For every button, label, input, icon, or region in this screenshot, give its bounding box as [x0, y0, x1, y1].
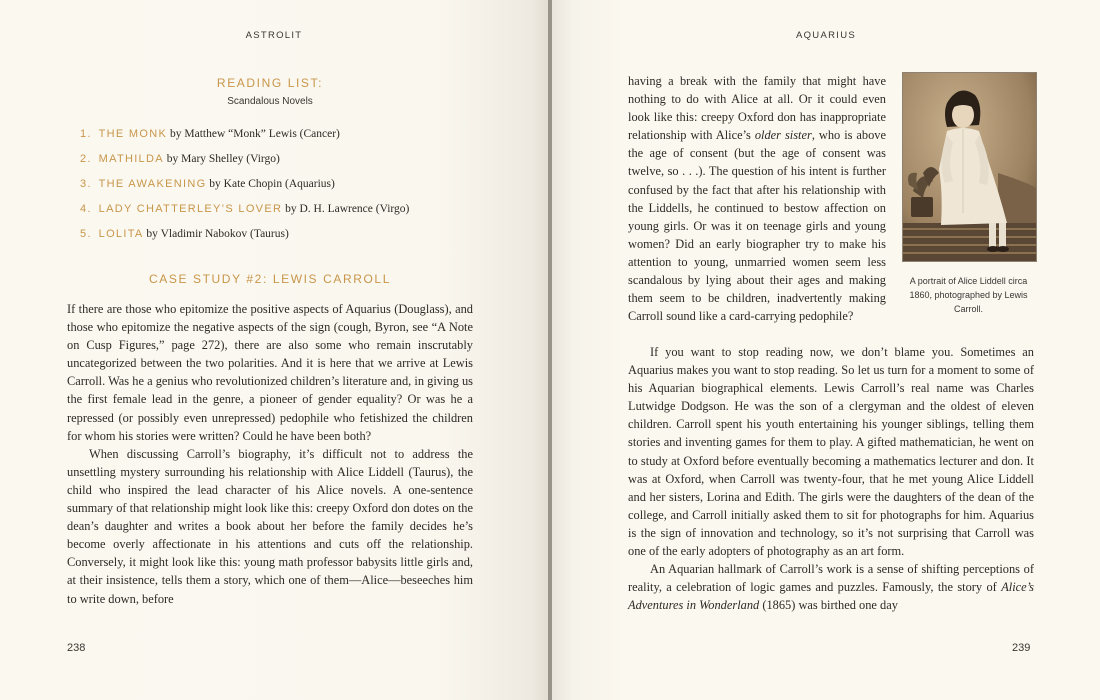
book-byline: by Kate Chopin (Aquarius) — [209, 178, 335, 190]
reading-list-item — [80, 178, 409, 203]
reading-list-item — [80, 128, 409, 153]
right-body-text-top — [628, 72, 886, 325]
text-run: having a break with the family that might have nothing to do with Alice at all. Or it could even look like this: creepy Oxford don has inappropriate relationship with Alice’s — [628, 74, 886, 143]
left-page — [0, 0, 548, 700]
item-number: 4. — [80, 203, 92, 215]
item-number: 3. — [80, 178, 92, 190]
alice-liddell-photo — [902, 72, 1037, 262]
item-number: 2. — [80, 153, 92, 165]
paragraph: When discussing Carroll’s biography, it’s difficult not to address the unsettling mystery surrounding his relationship with Alice Liddell (Taurus), the child who inspired the lead character of his Alice novels. A one-sentence summary of that relationship might look like this: creepy Oxford don dotes on the dean’s daughter and writes a book about her before the family decides he’s become overly affectionate in his attentions and cuts off the relationship. Conversely, it might look like this: young math professor babysits little girls and, at their insistence, tells them a story, which one of them—Alice—beseeches him to write down, before — [67, 446, 473, 606]
portrait-photo-image — [903, 73, 1036, 261]
book-byline: by D. H. Lawrence (Virgo) — [285, 203, 410, 215]
text-run: (1865) was birthed one day — [759, 598, 898, 613]
text-run: , who is above the age of consent (but the age of consent was twelve, so . . .). The question of his intent is further confused by the fact that after his relationship with the Liddells, he continued to bestow affection on young girls. Or was it on teenage girls and young women? Did an early biographer try to make his attention to young, unmarried women seem less scandalous by lying about their ages and making them seem to be children, inadvertently making Carroll sound like a card-carrying pedophile? — [628, 128, 887, 324]
right-body-text-bottom — [628, 343, 1034, 614]
reading-list-item — [80, 203, 409, 228]
book-byline: by Mary Shelley (Virgo) — [166, 153, 280, 165]
photo-caption: A portrait of Alice Liddell circa 1860, photographed by Lewis Carroll. — [909, 276, 1028, 314]
reading-list — [80, 128, 409, 253]
paragraph — [628, 560, 1034, 614]
reading-list-item — [80, 153, 409, 178]
item-number: 5. — [80, 228, 92, 240]
page-number-left: 238 — [67, 642, 86, 654]
right-page — [552, 0, 1100, 700]
paragraph: If you want to stop reading now, we don’t blame you. Sometimes an Aquarius makes you want to stop reading. So let us turn for a moment to some of his Aquarian biographical elements. Lewis Carroll’s real name was Charles Lutwidge Dodgson. He was the son of a clergyman and the oldest of eleven children. Carroll spent his youth entertaining his younger siblings, telling them stories and inventing games for them to play. A gifted mathematician, he went on to study at Oxford before eventually becoming a mathematics lecturer and don. It was at Oxford, when Carroll was twenty-four, that he met young Alice Liddell and her sisters, Lorina and Edith. The girls were the daughters of the dean of the college, and Carroll initially asked them to sit for photographs for him. Aquarius is the sign of innovation and technology, so it’s not surprising that Carroll was one of the early adopters of photography as an art form. — [628, 345, 1034, 559]
book-title: THE AWAKENING — [98, 178, 207, 190]
page-number-right: 239 — [1012, 642, 1031, 654]
left-body-text — [67, 300, 473, 608]
book-title: LOLITA — [98, 228, 144, 240]
running-head-left: ASTROLIT — [245, 30, 303, 41]
item-number: 1. — [80, 128, 92, 140]
paragraph — [628, 72, 886, 325]
book-byline: by Vladimir Nabokov (Taurus) — [146, 228, 289, 240]
reading-list-item — [80, 228, 409, 253]
reading-list-subtitle: Scandalous Novels — [227, 96, 313, 107]
text-run: An Aquarian hallmark of Carroll’s work is a sense of shifting perceptions of reality, a celebration of logic games and puzzles. Famously, the story of — [628, 562, 1034, 595]
paragraph: If there are those who epitomize the positive aspects of Aquarius (Douglass), and those who epitomize the negative aspects of the sign (cough, Byron, see “A Note on Cusp Figures,” page 272), there are also some who remain inscrutably uncategorized between the two polarities. And it is here that we arrive at Lewis Carroll. Was he a genius who revolutionized children’s literature and, in giving us the first female lead in the genre, a pioneer of gender equality? Or was he a repressed (or possibly even unrepressed) pedophile who fetishized the children for whom his stories were written? Could he have been both? — [67, 302, 473, 443]
running-head-right: AQUARIUS — [795, 30, 857, 41]
case-study-heading: CASE STUDY #2: LEWIS CARROLL — [149, 272, 391, 286]
reading-list-title: READING LIST: — [216, 76, 324, 90]
book-title-italic: Alice’s Adventures in Wonderland — [628, 580, 1034, 613]
emphasis-text: older sister — [754, 128, 812, 143]
book-title: THE MONK — [98, 128, 168, 140]
book-title: LADY CHATTERLEY’S LOVER — [98, 203, 283, 215]
book-title: MATHILDA — [98, 153, 164, 165]
book-byline: by Matthew “Monk” Lewis (Cancer) — [170, 128, 340, 140]
